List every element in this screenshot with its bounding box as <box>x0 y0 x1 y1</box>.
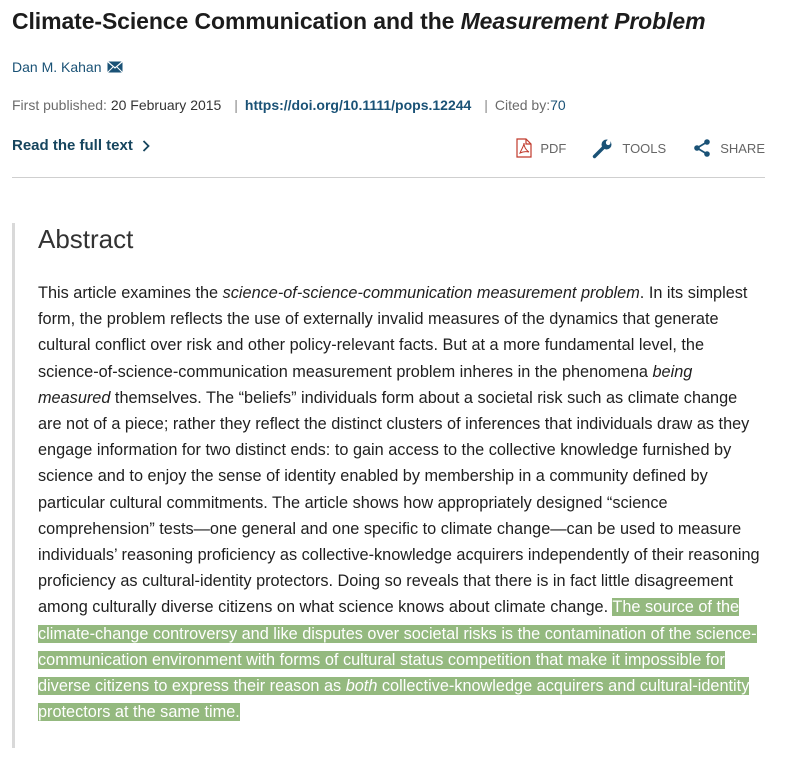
pdf-button[interactable] <box>516 138 566 158</box>
cited-by-count[interactable]: 70 <box>550 97 566 113</box>
highlighted-passage <box>38 598 757 721</box>
mail-icon[interactable] <box>107 61 123 73</box>
abstract-left-border <box>12 223 15 748</box>
abstract-italic-term: science-of-science-communication measurement problem <box>222 284 640 302</box>
read-full-text-link[interactable] <box>12 137 150 154</box>
abstract-text-segment: This article examines the <box>38 284 223 302</box>
tools-button[interactable] <box>592 137 666 159</box>
publication-meta <box>12 97 566 113</box>
title-main: Climate-Science Communication and the <box>12 8 461 34</box>
meta-separator: | <box>484 97 488 113</box>
abstract-text-segment: themselves. The “beliefs” individuals form about a societal risk such as climate change are not of a piece; rather they reflect the distinct clusters of inferences that individuals draw as they engage information for two distinct ends: to gain access to the collective knowledge furnished by science and to enjoy the sense of identity enabled by membership in a community defined by particular cultural commitments. The article shows how appropriately designed “science comprehension” tests—one general and one specific to climate change—can be used to measure individuals’ reasoning proficiency as collective-knowledge acquirers independently of their reasoning proficiency as cultural-identity protectors. Doing so reveals that there is in fact little disagreement among culturally diverse citizens on what science knows about climate change. <box>38 388 760 617</box>
doi-link[interactable]: https://doi.org/10.1111/pops.12244 <box>244 97 472 113</box>
read-full-text-label: Read the full text <box>12 137 133 154</box>
meta-separator: | <box>234 97 238 113</box>
share-icon <box>692 138 712 158</box>
highlighted-text-segment: The source of the climate-change controversy and like disputes over societal risks is the contamination of the science-communication environment with forms of cultural status competition that make it impossible for diverse citizens to express their reason as <box>38 598 757 696</box>
header-divider <box>12 177 765 178</box>
author-name[interactable]: Dan M. Kahan <box>12 59 102 75</box>
pdf-icon <box>516 138 532 158</box>
share-label: SHARE <box>720 140 765 156</box>
cited-by-label: Cited by: <box>494 97 551 113</box>
abstract-body <box>38 280 760 725</box>
highlighted-text-segment: collective-knowledge acquirers and cultural-identity protectors at the same time. <box>38 677 750 722</box>
wrench-icon <box>592 137 614 159</box>
abstract-text-segment: . In its simplest form, the problem reflects the use of externally invalid measures of the dynamics that generate cultural conflict over risk and other policy-relevant facts. But at a more fundamental level, the science-of-science-communication measurement problem inheres in the phenomena <box>38 284 748 381</box>
abstract-heading: Abstract <box>38 224 134 254</box>
abstract-italic-term: being measured <box>38 362 693 407</box>
author-line <box>12 59 123 75</box>
article-tools <box>490 137 765 159</box>
highlighted-italic-term: both <box>345 677 378 696</box>
tools-label: TOOLS <box>622 140 667 156</box>
first-published-date: 20 February 2015 <box>110 97 222 113</box>
share-button[interactable] <box>692 138 765 158</box>
chevron-right-icon <box>142 140 150 152</box>
article-title <box>12 8 705 35</box>
first-published-label: First published: <box>12 97 107 113</box>
title-italic: Measurement Problem <box>460 8 706 34</box>
pdf-label: PDF <box>540 140 567 156</box>
